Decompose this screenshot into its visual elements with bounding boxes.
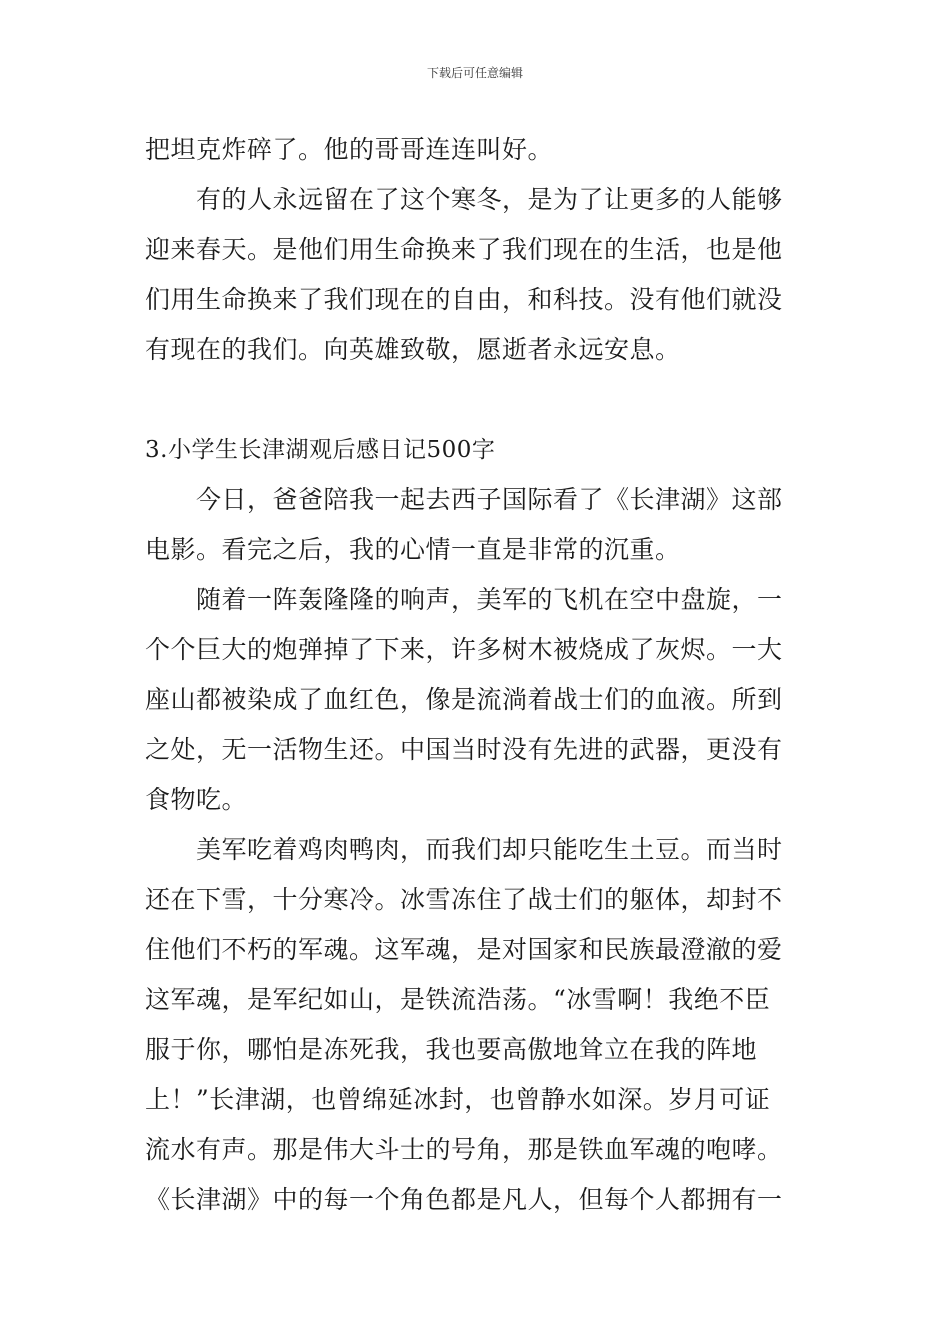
text-line: 这军魂，是军纪如山，是铁流浩荡。“冰雪啊！我绝不臣	[145, 985, 771, 1014]
text-line: 有的人永远留在了这个寒冬，是为了让更多的人能够	[145, 185, 783, 214]
text-line: 上！”长津湖，也曾绵延冰封，也曾静水如深。岁月可证	[145, 1085, 771, 1114]
text-line: 座山都被染成了血红色，像是流淌着战士们的血液。所到	[145, 685, 783, 714]
text-line: 食物吃。	[145, 785, 248, 814]
text-line: 们用生命换来了我们现在的自由，和科技。没有他们就没	[145, 285, 783, 314]
text-line: 之处，无一活物生还。中国当时没有先进的武器，更没有	[145, 735, 783, 764]
text-line: 《长津湖》中的每一个角色都是凡人，但每个人都拥有一	[145, 1185, 783, 1214]
page-header: 下载后可任意编辑	[426, 66, 523, 80]
text-line: 流水有声。那是伟大斗士的号角，那是铁血军魂的咆哮。	[145, 1135, 783, 1164]
text-line: 美军吃着鸡肉鸭肉，而我们却只能吃生土豆。而当时	[145, 835, 783, 864]
text-line: 有现在的我们。向英雄致敬，愿逝者永远安息。	[145, 335, 681, 364]
text-line: 把坦克炸碎了。他的哥哥连连叫好。	[145, 135, 554, 164]
text-line: 住他们不朽的军魂。这军魂，是对国家和民族最澄澈的爱	[145, 935, 783, 964]
text-line: 随着一阵轰隆隆的响声，美军的飞机在空中盘旋，一	[145, 585, 783, 614]
text-line: 个个巨大的炮弹掉了下来，许多树木被烧成了灰烬。一大	[145, 635, 783, 664]
text-line: 电影。看完之后，我的心情一直是非常的沉重。	[145, 535, 681, 564]
text-line: 还在下雪，十分寒冷。冰雪冻住了战士们的躯体，却封不	[145, 885, 783, 914]
text-line: 迎来春天。是他们用生命换来了我们现在的生活，也是他	[145, 235, 783, 264]
text-line: 服于你，哪怕是冻死我，我也要高傲地耸立在我的阵地	[145, 1035, 758, 1064]
text-line: 今日，爸爸陪我一起去西子国际看了《长津湖》这部	[145, 485, 783, 514]
section-heading: 3.小学生长津湖观后感日记500字	[145, 437, 496, 463]
